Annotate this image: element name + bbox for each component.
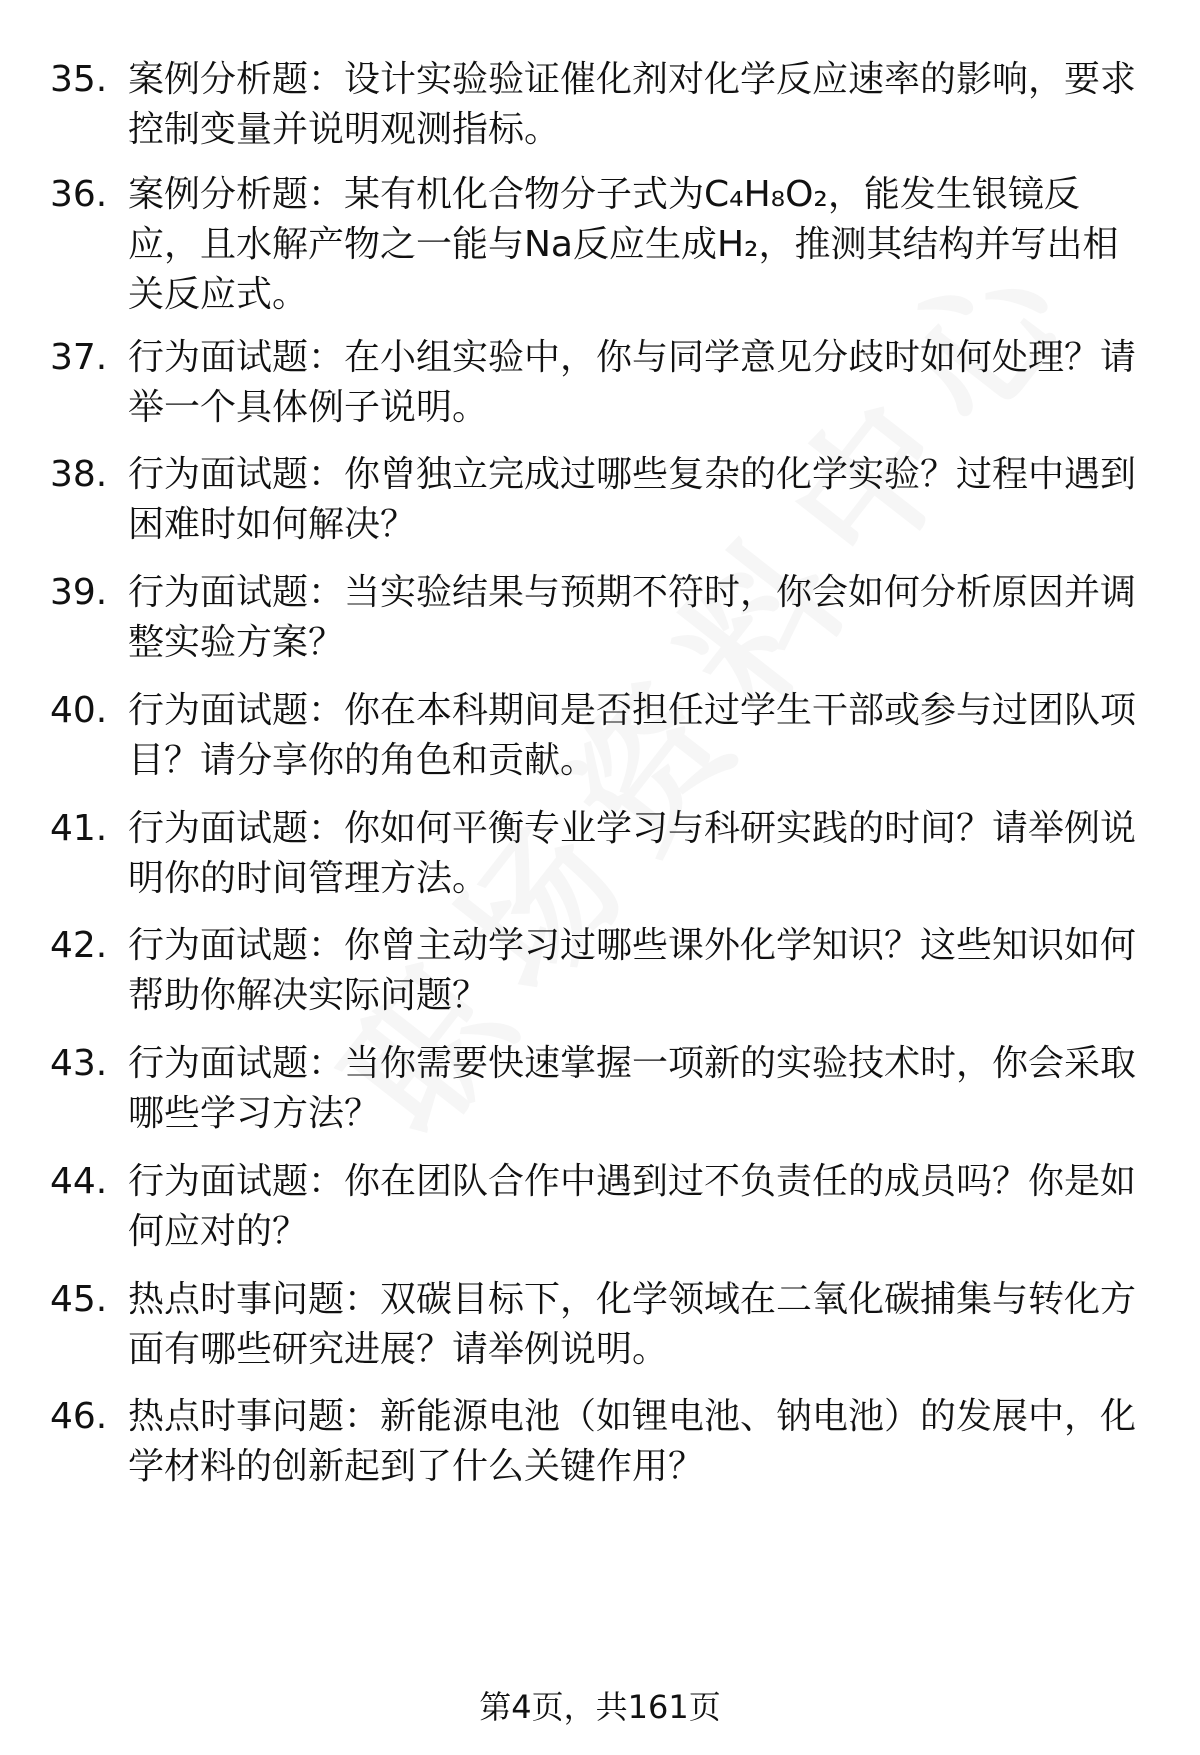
question-text: 热点时事问题：双碳目标下，化学领域在二氧化碳捕集与转化方面有哪些研究进展？请举例说明。 bbox=[128, 1279, 1137, 1370]
question-text: 热点时事问题：新能源电池（如锂电池、钠电池）的发展中，化学材料的创新起到了什么关键作用？ bbox=[128, 1396, 1137, 1487]
question-number: 39. bbox=[50, 572, 108, 613]
question-number: 46. bbox=[50, 1396, 108, 1437]
question-text: 行为面试题：当实验结果与预期不符时，你会如何分析原因并调整实验方案？ bbox=[128, 572, 1137, 663]
question-number: 35. bbox=[50, 59, 108, 100]
question-text: 行为面试题：你在本科期间是否担任过学生干部或参与过团队项目？请分享你的角色和贡献。 bbox=[128, 690, 1137, 781]
question-text: 行为面试题：在小组实验中，你与同学意见分歧时如何处理？请举一个具体例子说明。 bbox=[128, 337, 1137, 428]
question-text: 行为面试题：你曾主动学习过哪些课外化学知识？这些知识如何帮助你解决实际问题？ bbox=[128, 925, 1137, 1016]
question-text: 行为面试题：你如何平衡专业学习与科研实践的时间？请举例说明你的时间管理方法。 bbox=[128, 808, 1137, 899]
question-text: 行为面试题：你在团队合作中遇到过不负责任的成员吗？你是如何应对的？ bbox=[128, 1161, 1137, 1252]
question-number: 40. bbox=[50, 690, 108, 731]
question-number: 45. bbox=[50, 1279, 108, 1320]
question-text: 行为面试题：你曾独立完成过哪些复杂的化学实验？过程中遇到困难时如何解决？ bbox=[128, 454, 1137, 545]
question-number: 38. bbox=[50, 454, 108, 495]
question-number: 42. bbox=[50, 925, 108, 966]
question-text: 行为面试题：当你需要快速掌握一项新的实验技术时，你会采取哪些学习方法？ bbox=[128, 1043, 1137, 1134]
question-number: 36. bbox=[50, 174, 108, 215]
page-footer: 第4页，共161页 bbox=[479, 1688, 721, 1726]
question-text: 案例分析题：某有机化合物分子式为C₄H₈O₂，能发生银镜反应，且水解产物之一能与Na反应生成H₂，推测其结构并写出相关反应式。 bbox=[128, 174, 1119, 315]
question-text: 案例分析题：设计实验验证催化剂对化学反应速率的影响，要求控制变量并说明观测指标。 bbox=[128, 59, 1137, 150]
question-number: 43. bbox=[50, 1043, 108, 1084]
question-number: 41. bbox=[50, 808, 108, 849]
question-number: 37. bbox=[50, 337, 108, 378]
question-number: 44. bbox=[50, 1161, 108, 1202]
